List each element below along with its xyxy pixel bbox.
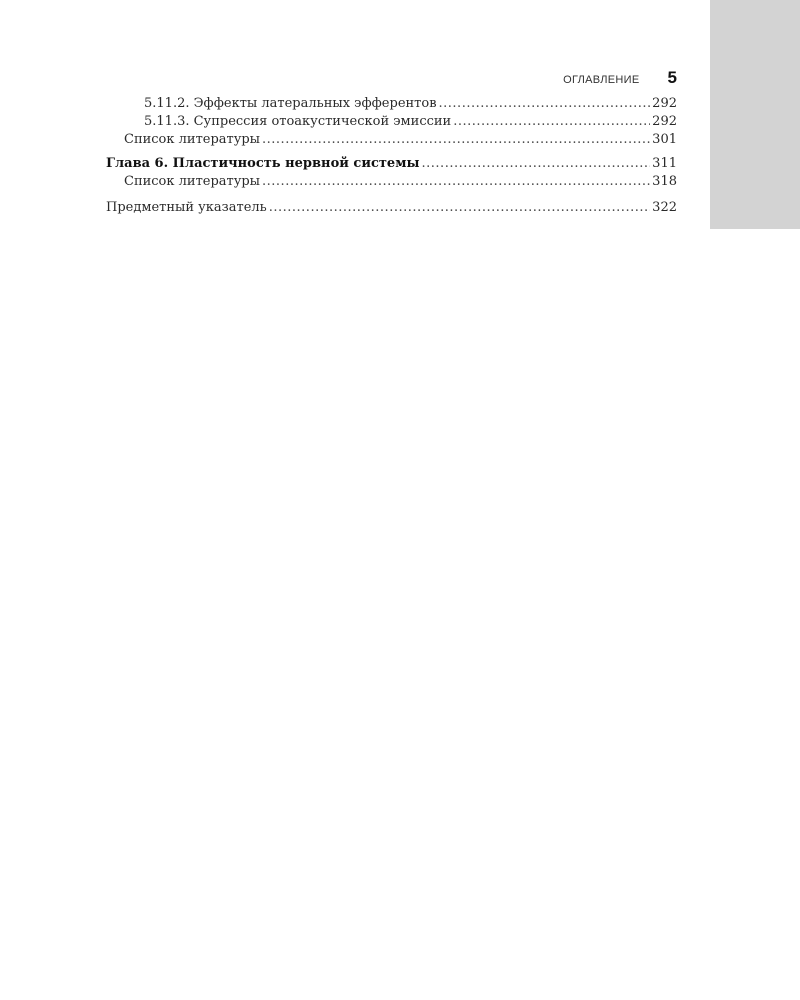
dot-leader	[439, 95, 651, 113]
dot-leader	[262, 131, 650, 149]
toc-entry-subject-index[interactable]	[106, 199, 677, 217]
toc-entry-page: 322	[652, 200, 677, 215]
toc-entry-5-11-2[interactable]	[106, 95, 677, 113]
toc-entry-references-ch5[interactable]	[106, 131, 677, 149]
page-edge-tab	[710, 0, 800, 229]
dot-leader	[269, 199, 650, 217]
toc-entry-5-11-3[interactable]	[106, 113, 677, 131]
toc-entry-page: 292	[652, 96, 677, 111]
toc-entry-title: Предметный указатель	[106, 200, 267, 215]
table-of-contents	[106, 95, 677, 217]
dot-leader	[453, 113, 650, 131]
toc-entry-title: Список литературы	[124, 132, 261, 147]
toc-entry-chapter-6[interactable]	[106, 155, 677, 173]
toc-entry-title: 5.11.2. Эффекты латеральных эфферентов	[144, 96, 437, 111]
dot-leader	[422, 155, 651, 173]
toc-entry-page: 301	[652, 132, 677, 147]
toc-entry-title: Список литературы	[124, 174, 261, 189]
running-header	[500, 68, 677, 92]
dot-leader	[262, 173, 650, 191]
toc-entry-page: 311	[652, 156, 677, 171]
toc-entry-page: 292	[652, 114, 677, 129]
toc-entry-title: 5.11.3. Супрессия отоакустической эмиссии	[144, 114, 452, 129]
toc-entry-references-ch6[interactable]	[106, 173, 677, 191]
toc-entry-page: 318	[652, 174, 677, 189]
toc-entry-title: Глава 6. Пластичность нервной системы	[106, 156, 420, 171]
running-title: ОГЛАВЛЕНИЕ	[563, 74, 640, 86]
page-number: 5	[667, 68, 677, 87]
